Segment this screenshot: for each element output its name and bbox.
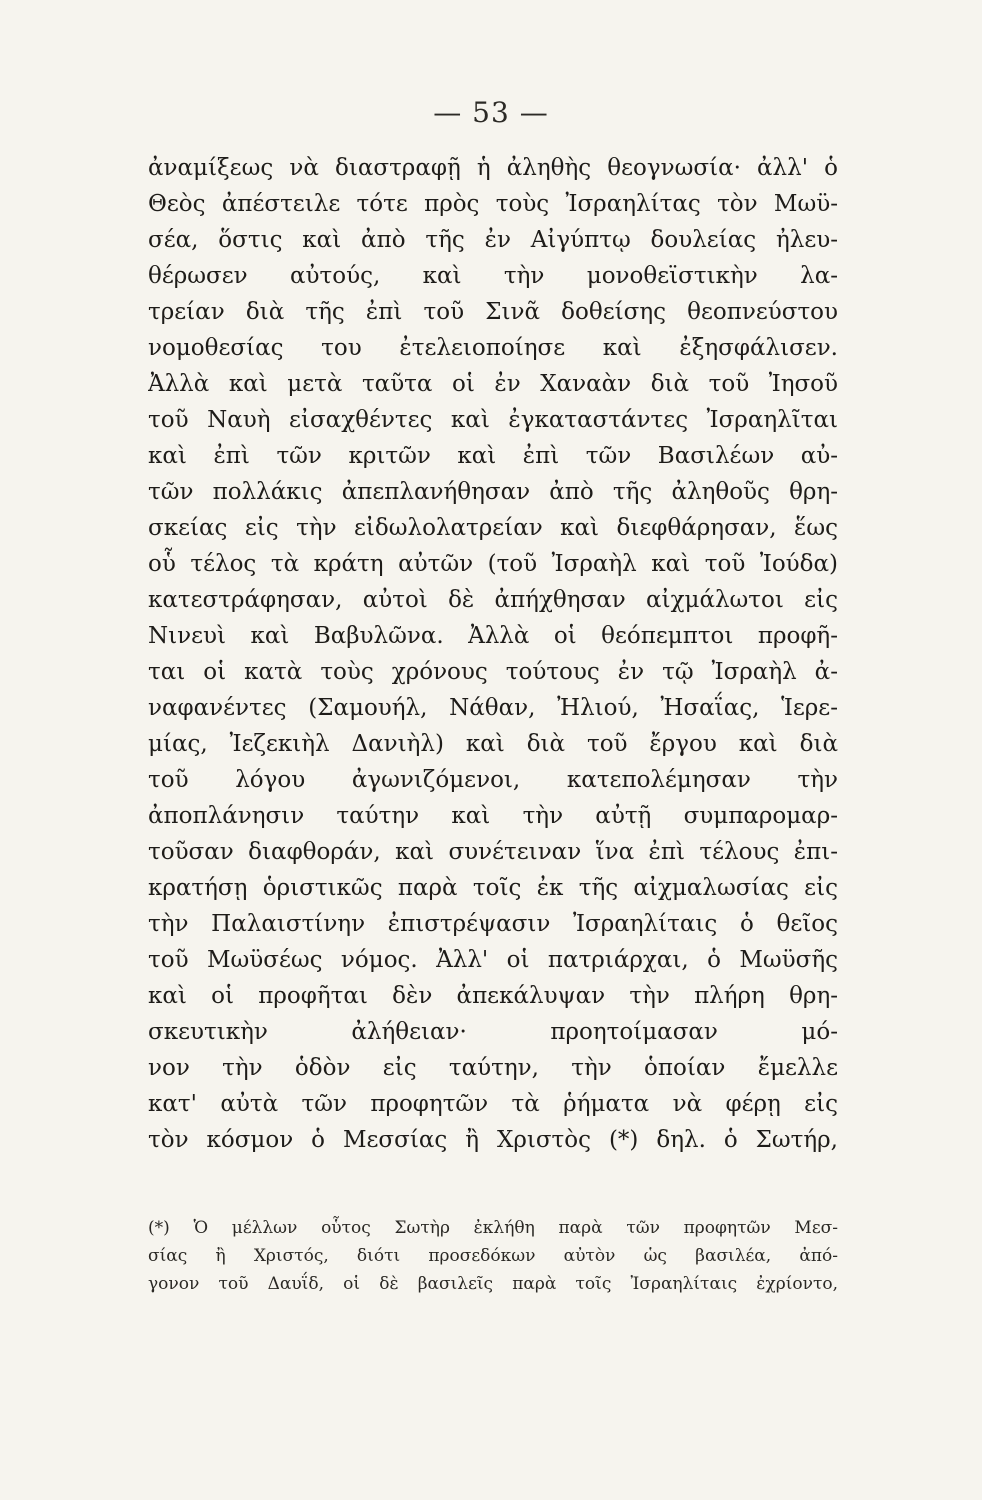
text-line: ται οἱ κατὰ τοὺς χρόνους τούτους ἐν τῷ Ἰσραὴλ ἀ-	[148, 659, 838, 685]
text-line: σέα, ὅστις καὶ ἀπὸ τῆς ἐν Αἰγύπτῳ δουλείας ἠλευ-	[148, 227, 838, 253]
text-line: τοῦσαν διαφθοράν, καὶ συνέτειναν ἵνα ἐπὶ τέλους ἐπι-	[148, 839, 838, 865]
text-line: καὶ ἐπὶ τῶν κριτῶν καὶ ἐπὶ τῶν Βασιλέων αὐ-	[148, 443, 838, 469]
text-line: τοῦ λόγου ἀγωνιζόμενοι, κατεπολέμησαν τὴν	[148, 767, 838, 793]
text-line: οὗ τέλος τὰ κράτη αὐτῶν (τοῦ Ἰσραὴλ καὶ τοῦ Ἰούδα)	[148, 551, 838, 577]
text-line: κατεστράφησαν, αὐτοὶ δὲ ἀπήχθησαν αἰχμάλωτοι εἰς	[148, 587, 838, 613]
footnote-line: σίας ἢ Χριστός, διότι προσεδόκων αὐτὸν ὡς βασιλέα, ἀπό-	[148, 1246, 838, 1266]
text-line: τοῦ Ναυὴ εἰσαχθέντες καὶ ἐγκαταστάντες Ἰσραηλῖται	[148, 407, 838, 433]
text-line: θέρωσεν αὐτούς, καὶ τὴν μονοθεϊστικὴν λα-	[148, 263, 838, 289]
text-line: μίας, Ἰεζεκιὴλ Δανιὴλ) καὶ διὰ τοῦ ἔργου καὶ διὰ	[148, 731, 838, 757]
text-line: τρείαν διὰ τῆς ἐπὶ τοῦ Σινᾶ δοθείσης θεοπνεύστου	[148, 299, 838, 325]
footnote-line: (*) Ὁ μέλλων οὗτος Σωτὴρ ἐκλήθη παρὰ τῶν προφητῶν Μεσ-	[148, 1218, 838, 1238]
text-line: Θεὸς ἀπέστειλε τότε πρὸς τοὺς Ἰσραηλίτας τὸν Μωϋ-	[148, 191, 838, 217]
text-line: κρατήσῃ ὁριστικῶς παρὰ τοῖς ἐκ τῆς αἰχμαλωσίας εἰς	[148, 875, 838, 901]
text-line: Νινευὶ καὶ Βαβυλῶνα. Ἀλλὰ οἱ θεόπεμπτοι προφῆ-	[148, 623, 838, 649]
text-line: καὶ οἱ προφῆται δὲν ἀπεκάλυψαν τὴν πλήρη θρη-	[148, 983, 838, 1009]
footnote	[148, 1214, 838, 1298]
text-line: ἀναμίξεως νὰ διαστραφῇ ἡ ἀληθὴς θεογνωσία· ἀλλ' ὁ	[148, 155, 838, 181]
text-line: νομοθεσίας του ἐτελειοποίησε καὶ ἐξησφάλισεν.	[148, 335, 838, 361]
text-line: νον τὴν ὁδὸν εἰς ταύτην, τὴν ὁποίαν ἔμελλε	[148, 1055, 838, 1081]
text-line: τοῦ Μωϋσέως νόμος. Ἀλλ' οἱ πατριάρχαι, ὁ Μωϋσῆς	[148, 947, 838, 973]
page-number: — 53 —	[433, 96, 549, 129]
text-line: σκείας εἰς τὴν εἰδωλολατρείαν καὶ διεφθάρησαν, ἕως	[148, 515, 838, 541]
body-text	[148, 150, 838, 1158]
footnote-line: γονον τοῦ Δαυΐδ, οἱ δὲ βασιλεῖς παρὰ τοῖς Ἰσραηλίταις ἐχρίοντο,	[148, 1274, 838, 1294]
text-line: τὸν κόσμον ὁ Μεσσίας ἢ Χριστὸς (*) δηλ. ὁ Σωτήρ,	[148, 1127, 838, 1153]
text-line: τῶν πολλάκις ἀπεπλανήθησαν ἀπὸ τῆς ἀληθοῦς θρη-	[148, 479, 838, 505]
text-line: κατ' αὐτὰ τῶν προφητῶν τὰ ῥήματα νὰ φέρῃ εἰς	[148, 1091, 838, 1117]
text-line: Ἀλλὰ καὶ μετὰ ταῦτα οἱ ἐν Χαναὰν διὰ τοῦ Ἰησοῦ	[148, 371, 838, 397]
text-line: σκευτικὴν ἀλήθειαν· προητοίμασαν μό-	[148, 1019, 838, 1045]
text-line: ἀποπλάνησιν ταύτην καὶ τὴν αὐτῇ συμπαρομαρ-	[148, 803, 838, 829]
text-line: ναφανέντες (Σαμουήλ, Νάθαν, Ἠλιού, Ἠσαΐας, Ἱερε-	[148, 695, 838, 721]
text-line: τὴν Παλαιστίνην ἐπιστρέψασιν Ἰσραηλίταις ὁ θεῖος	[148, 911, 838, 937]
